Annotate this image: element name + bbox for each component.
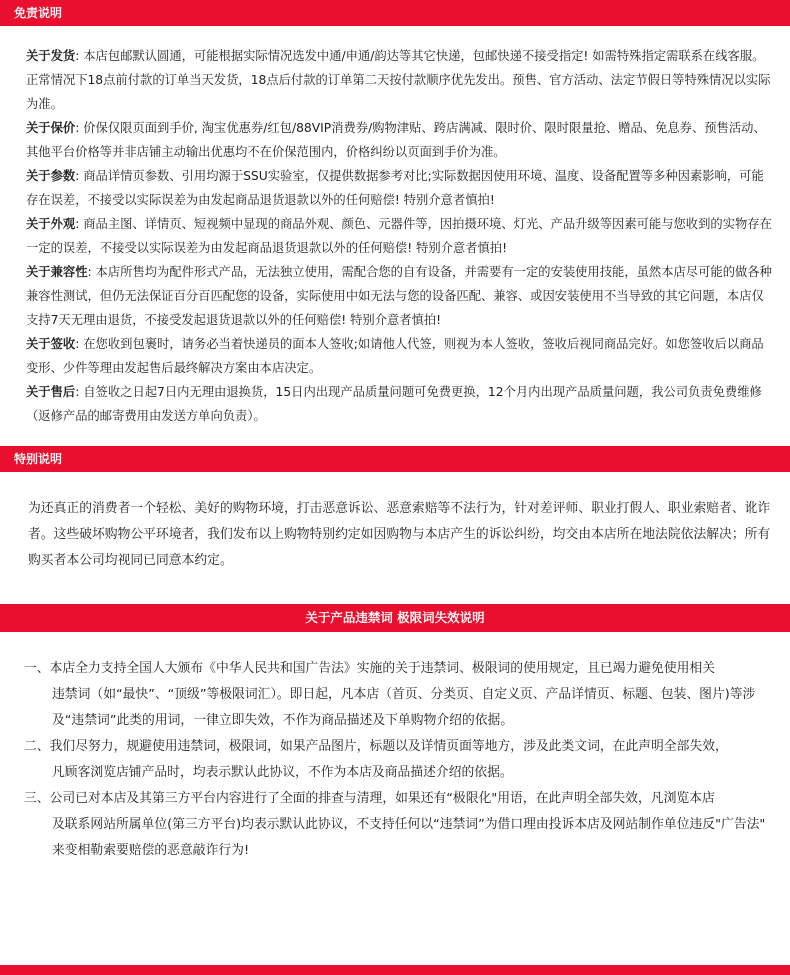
prohibited-item-3-rest: 及联系网站所属单位(第三方平台)均表示默认此协议，不支持任何以“违禁词”为借口理由投诉本店及网站制作单位违反"广告法" 来变相勒索要赔偿的恶意敲诈行为! — [52, 817, 766, 858]
section-title-disclaimer: 免责说明 — [0, 0, 790, 26]
disclaimer-item-appearance: 关于外观: 商品主图、详情页、短视频中显现的商品外观、颜色、元器件等，因拍摄环境、灯光、产品升级等因素可能与您收到的实物存在一定的误差，不接受以实际误差为由发起商品退货退款以外的任何赔偿! 特别介意者慎拍! — [26, 217, 772, 255]
disclaimer-item-price-protection: 关于保价: 价保仅限页面到手价, 淘宝优惠券/红包/88VIP消费券/购物津贴、跨店满减、限时价、限时限量抢、赠品、免息券、预售活动、其他平台价格等并非店铺主动输出优惠均不在价保范围内，价格纠纷以页面到手价为准。 — [26, 121, 766, 159]
section-title-special-notice: 特别说明 — [0, 446, 790, 472]
disclaimer-item-parameters: 关于参数: 商品详情页参数、引用均源于SSU实验室，仅提供数据参考对比;实际数据因使用环境、温度、设备配置等多种因素影响，可能存在误差，不接受以实际误差为由发起商品退货退款以外的任何赔偿! 特别介意者慎拍! — [26, 169, 764, 207]
section-title-prohibited-words: 关于产品违禁词 极限词失效说明 — [0, 604, 790, 632]
special-notice-section — [0, 472, 790, 604]
bottom-bar — [0, 965, 790, 975]
prohibited-item-2-rest: 凡顾客浏览店铺产品时，均表示默认此协议，不作为本店及商品描述介绍的依据。 — [52, 765, 513, 780]
disclaimer-item-signing: 关于签收: 在您收到包裹时，请务必当着快递员的面本人签收;如请他人代签，则视为本人签收，签收后视同商品完好。如您签收后以商品变形、少件等理由发起售后最终解决方案由本店决定。 — [26, 337, 764, 375]
prohibited-item-1-rest: 违禁词（如“最快”、“顶级”等极限词汇）。即日起，凡本店（首页、分类页、自定义页、产品详情页、标题、包装、图片)等涉及“违禁词”此类的用词，一律立即失效，不作为商品描述及下单购物介绍的依据。 — [52, 687, 756, 728]
disclaimer-section — [0, 26, 790, 428]
prohibited-words-section — [0, 632, 790, 864]
prohibited-item-1: 一、本店全力支持全国人大颁布《中华人民共和国广告法》实施的关于违禁词、极限词的使用规定，且已竭力避免使用相关 — [24, 661, 716, 676]
disclaimer-item-compatibility: 关于兼容性: 本店所售均为配件形式产品，无法独立使用，需配合您的自有设备，并需要有一定的安装使用技能，虽然本店尽可能的做各种兼容性测试，但仍无法保证百分百匹配您的设备，实际使用中如无法与您的设备匹配、兼容、或因安装使用不当导致的其它问题，本店仅支持7天无理由退货，不接受发起退货退款以外的任何赔偿! 特别介意者慎拍! — [26, 265, 772, 327]
prohibited-item-2: 二、我们尽努力，规避使用违禁词，极限词，如果产品图片，标题以及详情页面等地方，涉及此类文词，在此声明全部失效， — [24, 739, 728, 754]
disclaimer-item-after-sales: 关于售后: 自签收之日起7日内无理由退换货，15日内出现产品质量问题可免费更换，12个月内出现产品质量问题，我公司负责免费维修（返修产品的邮寄费用由发送方单向负责）。 — [26, 385, 762, 423]
special-notice-text: 为还真正的消费者一个轻松、美好的购物环境，打击恶意诉讼、恶意索赔等不法行为，针对差评师、职业打假人、职业索赔者、讹诈者。这些破坏购物公平环境者，我们发布以上购物特别约定如因购物与本店产生的诉讼纠纷，均交由本店所在地法院依法解决；所有购买者本公司均视同已同意本约定。 — [28, 501, 771, 568]
disclaimer-item-shipping: 关于发货: 本店包邮默认圆通，可能根据实际情况选发中通/申通/韵达等其它快递，包邮快递不接受指定! 如需特殊指定需联系在线客服。正常情况下18点前付款的订单当天发货，18点后付款的订单第二天按付款顺序优先发出。预售、官方活动、法定节假日等特殊情况以实际为准。 — [26, 49, 771, 111]
prohibited-item-3: 三、公司已对本店及其第三方平台内容进行了全面的排查与清理，如果还有“极限化"用语，在此声明全部失效，凡浏览本店 — [24, 791, 715, 806]
